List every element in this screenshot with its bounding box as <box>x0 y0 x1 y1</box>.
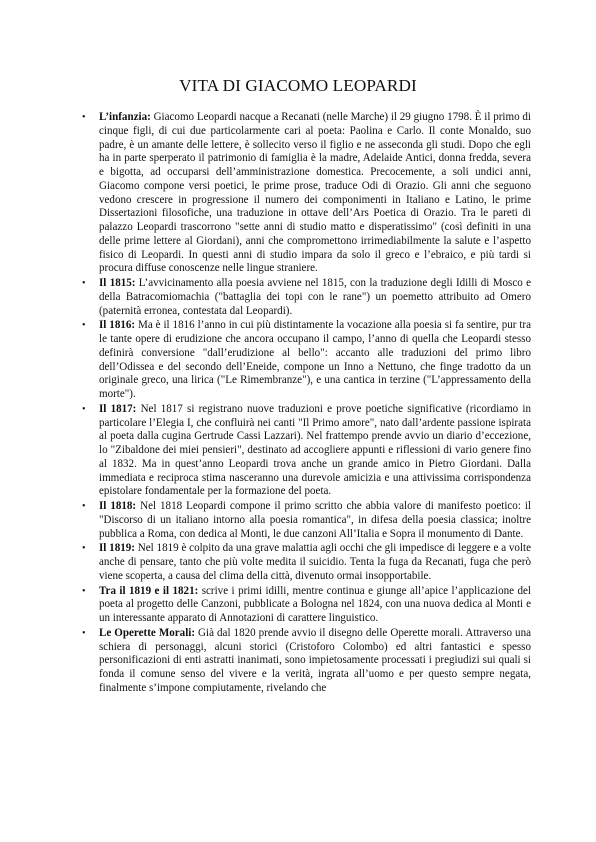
entry-text: Nel 1817 si registrano nuove traduzioni e prove poetiche significative (ricordiamo in particolare l’Elegia I, che confluirà nei canti "Il Primo amore", nato dall’ardente passione ispirata al poeta dalla cugina Gertrude Cassi Lazzari). Nel frattempo prende avvio un diario d’eccezione, lo "Zibaldone dei miei pensieri", destinato ad accogliere appunti e riflessioni di vario genere fino al 1832. Ma in quest’anno Leopardi trova anche un grande amico in Pietro Giordani. Dalla immediata e reciproca stima nasceranno una durevole amicizia e una attivissima corrispondenza epistolare fondamentale per la formazione del poeta. <box>99 402 532 498</box>
bullet-icon: • <box>82 278 86 289</box>
bullet-icon: • <box>82 585 86 597</box>
bullet-icon: • <box>82 501 86 512</box>
list-item-1819 <box>82 542 531 583</box>
entry-text: Già dal 1820 prende avvio il disegno delle Operette morali. Attraverso una schiera di personaggi, alcuni storici (Cristoforo Colombo) ed altri fantastici e spesso personificazioni di enti astratti inanimati, sono impietosamente processati i pregiudizi sui quali si fonda il comune senso del vivere e la verità, ingrata all’uomo e per questo sempre negata, finalmente s’impone compiutamente, rivelando che <box>99 626 532 694</box>
entry-text: Nel 1818 Leopardi compone il primo scritto che abbia valore di manifesto poetico: il "Discorso di un italiano intorno alla poesia romantica", in difesa della poesia classica; inoltre pubblica a Roma, con dedica al Monti, le due canzoni All’Italia e Sopra il monumento di Dante. <box>99 500 531 540</box>
list-item-1815 <box>82 277 531 318</box>
entry-heading: L’infanzia: <box>99 111 151 123</box>
entry-heading: Il 1816: <box>99 319 136 332</box>
entry-heading: Il 1815: <box>99 277 136 289</box>
bullet-icon: • <box>82 320 86 332</box>
bullet-icon: • <box>82 403 86 415</box>
list-item-1816 <box>82 319 532 402</box>
entry-heading: Tra il 1819 e il 1821: <box>99 584 199 597</box>
entry-text: Giacomo Leopardi nacque a Recanati (nelle Marche) il 29 giugno 1798. È il primo di cinque figli, di cui due particolarmente cari al poeta: Paolina e Carlo. Il conte Monaldo, suo padre, è un amante delle lettere, è sollecito verso il figlio e ne asseconda gli studi. Dopo che egli ha in parte sperperato il patrimonio di famiglia è la madre, Adelaide Antici, donna fredda, severa e bigotta, ad occuparsi dell’amministrazione domestica. Precocemente, a soli undici anni, Giacomo compone versi poetici, le prime prose, traduce Odi di Orazio. Gli anni che seguono vedono crescere in progressione il numero dei componimenti in Italiano e Latino, le prime Dissertazioni filosofiche, una traduzione in ottave dell’Ars Poetica di Orazio. Tra le pareti di palazzo Leopardi trascorrono "sette anni di studio matto e disperatissimo" (così definiti in una delle prime lettere al Giordani), anni che compromettono irrimediabilmente la salute e l’aspetto fisico di Leopardi. In questi anni di studio impara da solo il greco e l’ebraico, e più tardi si procura diffuse conoscenze nelle lingue straniere. <box>99 111 531 275</box>
list-item-operette-morali <box>82 626 532 696</box>
entry-heading: Il 1819: <box>99 542 135 555</box>
entry-text: Nel 1819 è colpito da una grave malattia agli occhi che gli impedisce di leggere e a volte anche di pensare, tanto che più volte medita il suicidio. Tenta la fuga da Recanati, fuga che però viene scoperta, a causa del clima della città, divenuto ormai insopportabile. <box>99 542 531 582</box>
entry-heading: Il 1818: <box>99 500 137 512</box>
list-item-1818 <box>82 500 531 541</box>
entry-text: scrive i primi idilli, mentre continua e giunge all’apice l’applicazione del poeta al progetto delle Canzoni, pubblicate a Bologna nel 1824, con una nuova dedica al Monti e un interessante apparato di Annotazioni di carattere linguistico. <box>99 584 531 624</box>
bullet-icon: • <box>82 627 86 639</box>
entry-heading: Le Operette Morali: <box>99 626 196 639</box>
document-title: VITA DI GIACOMO LEOPARDI <box>179 76 417 95</box>
list-item-1819-1821 <box>82 584 531 626</box>
biography-list <box>82 111 532 697</box>
list-item-1817 <box>82 402 532 499</box>
bullet-icon: • <box>82 543 86 555</box>
bullet-icon: • <box>82 112 86 123</box>
entry-heading: Il 1817: <box>99 402 137 415</box>
list-item-infanzia <box>82 111 531 276</box>
entry-text: Ma è il 1816 l’anno in cui più distintamente la vocazione alla poesia si fa sentire, pur tra le tante opere di erudizione che ancora occupano il campo, l’anno di quella che Leopardi stesso definirà conversione "dall’erudizione al bello": accanto alle traduzioni del primo libro dell’Odissea e del secondo dell’Eneide, compone un Inno a Nettuno, che finge tradotto da un originale greco, una lirica ("Le Rimembranze"), e una cantica in terzine ("L’appressamento della morte"). <box>99 319 532 400</box>
entry-text: L’avvicinamento alla poesia avviene nel 1815, con la traduzione degli Idilli di Mosco e della Batracomiomachia ("battaglia dei topi con le rane") un poemetto attribuito ad Omero (paternità erronea, contestata dal Leopardi). <box>99 277 531 317</box>
